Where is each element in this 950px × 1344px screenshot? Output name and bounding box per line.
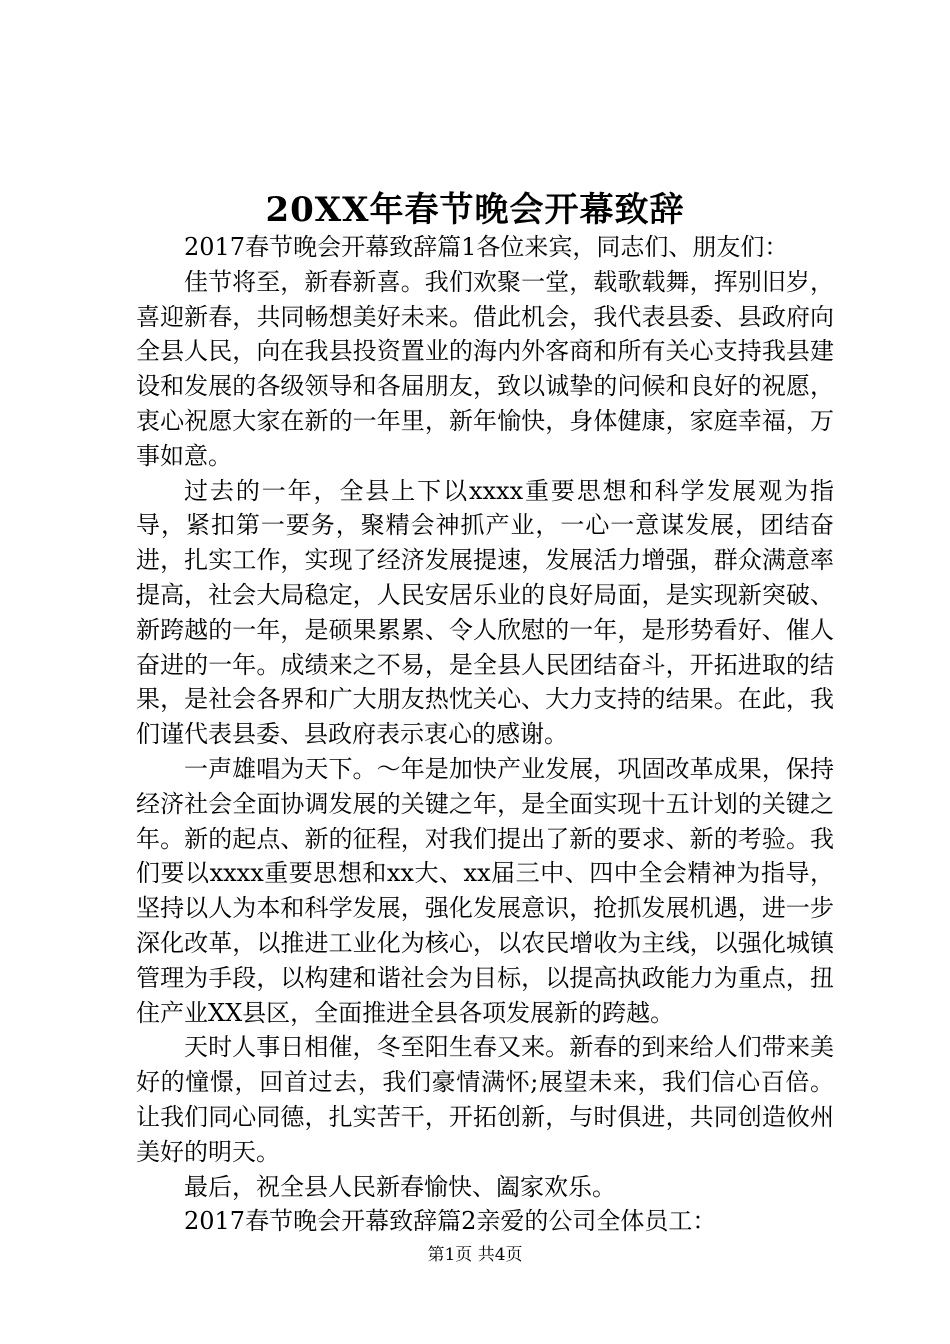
- paragraph-closing-wish: 最后，祝全县人民新春愉快、阖家欢乐。: [184, 1172, 616, 1201]
- paragraph-past-year: 过去的一年，全县上下以xxxx重要思想和科学发展观为指导，紧扣第一要务，聚精会神抓产业，一心一意谋发展，团结奋进，扎实工作，实现了经济发展提速，发展活力增强，群众满意率提高，社会大局稳定，人民安居乐业的良好局面，是实现新突破、新跨越的一年，是硕果累累、令人欣慰的一年，是形势看好、催人奋进的一年。成绩来之不易，是全县人民团结奋斗，开拓进取的结果，是社会各界和广大朋友热忱关心、大力支持的结果。在此，我们谨代表县委、县政府表示衷心的感谢。: [136, 476, 834, 749]
- paragraph-outlook: 天时人事日相催，冬至阳生春又来。新春的到来给人们带来美好的憧憬，回首过去，我们豪情满怀;展望未来，我们信心百倍。让我们同心同德，扎实苦干，开拓创新，与时俱进，共同创造攸州美好的明天。: [136, 1033, 834, 1166]
- paragraph-speech-2-intro: 2017春节晚会开幕致辞篇2亲爱的公司全体员工：: [184, 1207, 717, 1236]
- page-number-footer: 第1页 共4页: [427, 1245, 523, 1265]
- paragraph-greeting: 佳节将至，新春新喜。我们欢聚一堂，载歌载舞，挥别旧岁，喜迎新春，共同畅想美好未来。借此机会，我代表县委、县政府向全县人民，向在我县投资置业的海内外客商和所有关心支持我县建设和发展的各级领导和各届朋友，致以诚挚的问候和良好的祝愿，衷心祝愿大家在新的一年里，新年愉快，身体健康，家庭幸福，万事如意。: [136, 267, 834, 470]
- document-title: 20XX年春节晚会开幕致辞: [265, 190, 685, 230]
- paragraph-new-year-goals: 一声雄唱为天下。～年是加快产业发展，巩固改革成果，保持经济社会全面协调发展的关键之年，是全面实现十五计划的关键之年。新的起点、新的征程，对我们提出了新的要求、新的考验。我们要以xxxx重要思想和xx大、xx届三中、四中全会精神为指导，坚持以人为本和科学发展，强化发展意识，抢抓发展机遇，进一步深化改革，以推进工业化为核心，以农民增收为主线，以强化城镇管理为手段，以构建和谐社会为目标，以提高执政能力为重点，扭住产业XX县区，全面推进全县各项发展新的跨越。: [136, 754, 834, 1027]
- paragraph-intro: 2017春节晚会开幕致辞篇1各位来宾，同志们、朋友们：: [184, 233, 789, 261]
- document-body: [136, 230, 834, 1239]
